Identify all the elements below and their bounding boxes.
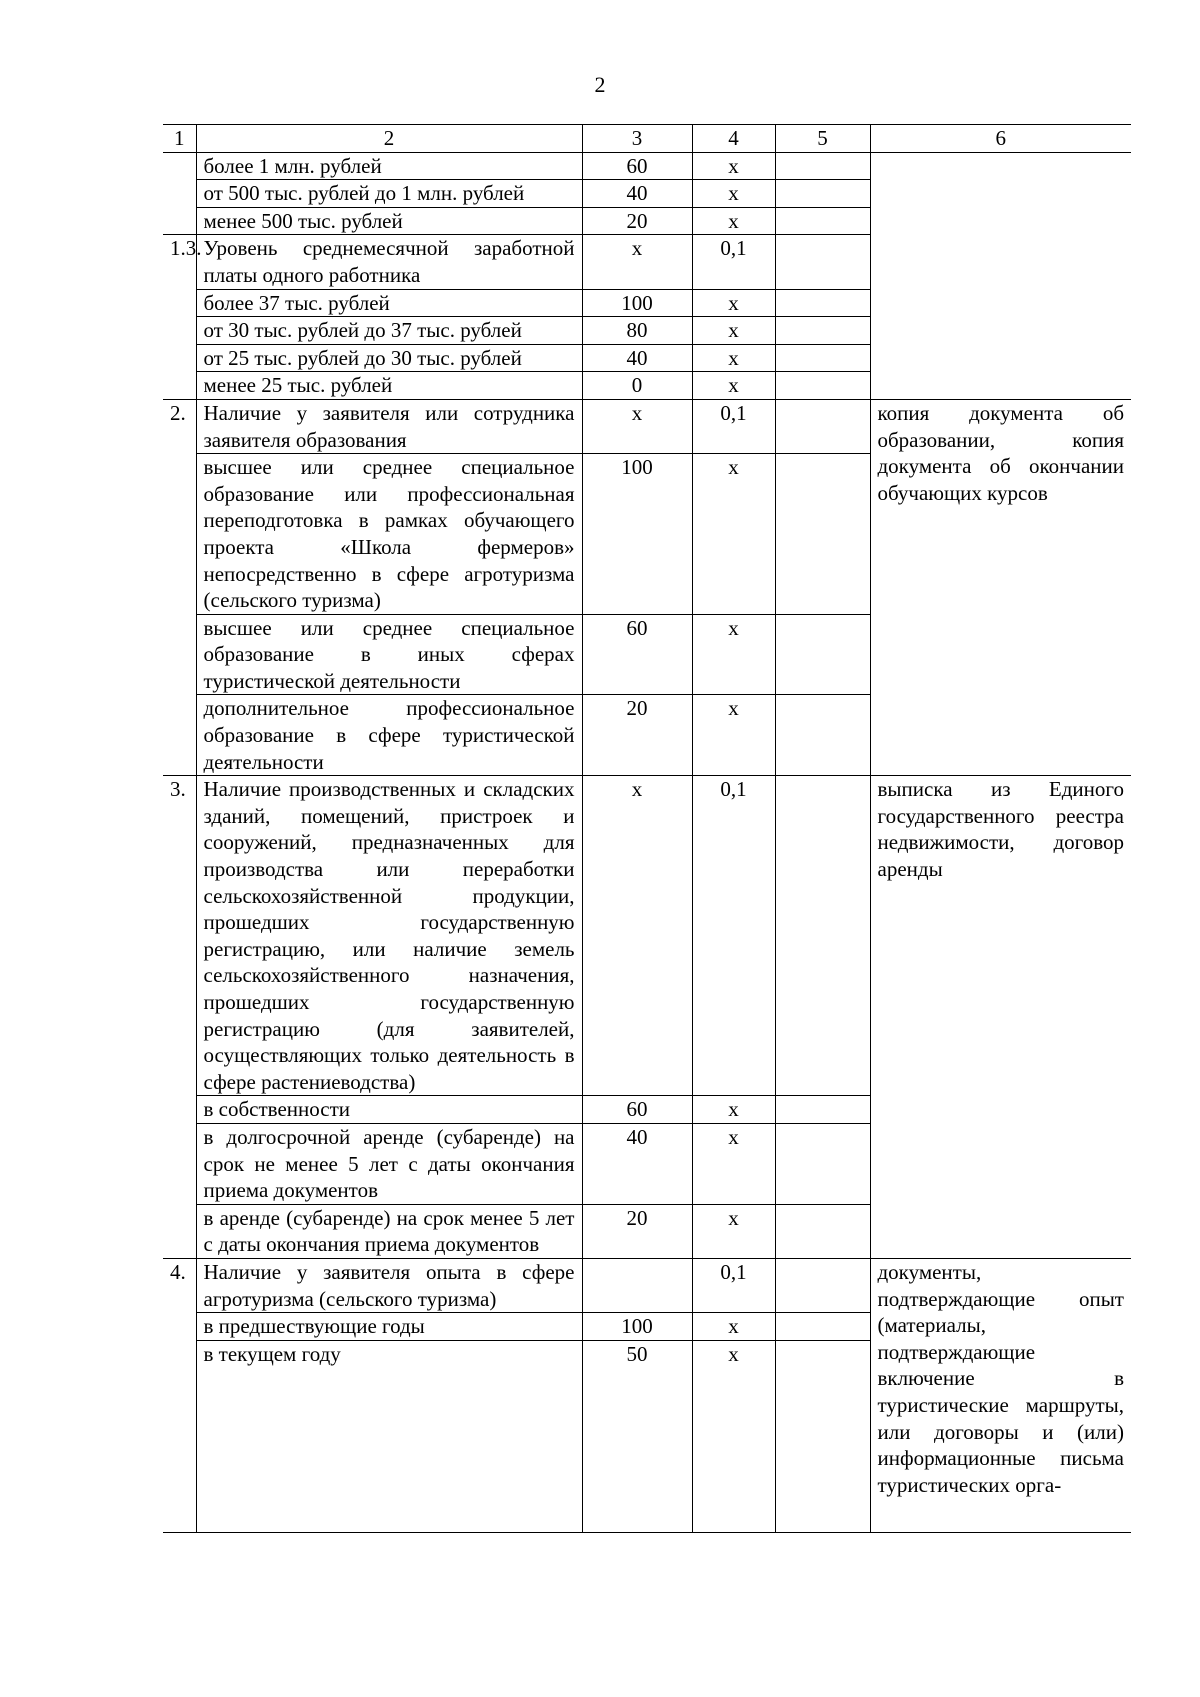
criterion-option: менее 500 тыс. рублей bbox=[196, 207, 582, 235]
documents-cell: выписка из Единого государственного реестра недвижимости, договор аренды bbox=[870, 776, 1131, 1259]
weight-cell: х bbox=[692, 1123, 775, 1204]
empty-cell bbox=[775, 1096, 870, 1124]
empty-cell bbox=[775, 1313, 870, 1341]
score-cell: 20 bbox=[582, 207, 692, 235]
empty-cell bbox=[775, 454, 870, 615]
weight-cell: х bbox=[692, 372, 775, 400]
score-cell: х bbox=[582, 776, 692, 1096]
weight-cell: х bbox=[692, 152, 775, 180]
criterion-option: дополнительное профессиональное образование в сфере туристической деятельности bbox=[196, 695, 582, 776]
score-cell: 100 bbox=[582, 1313, 692, 1341]
empty-cell bbox=[775, 399, 870, 453]
empty-cell bbox=[775, 1204, 870, 1258]
empty-cell bbox=[775, 207, 870, 235]
criterion-option: в долгосрочной аренде (субаренде) на срок не менее 5 лет с даты окончания приема документов bbox=[196, 1123, 582, 1204]
weight-cell: х bbox=[692, 695, 775, 776]
criterion-option: от 30 тыс. рублей до 37 тыс. рублей bbox=[196, 317, 582, 345]
empty-cell bbox=[775, 289, 870, 317]
page-number: 2 bbox=[594, 72, 606, 97]
score-cell: 60 bbox=[582, 614, 692, 695]
weight-cell: 0,1 bbox=[692, 1258, 775, 1312]
score-cell: 0 bbox=[582, 372, 692, 400]
criteria-table bbox=[163, 124, 1131, 1533]
table-row bbox=[163, 1258, 1131, 1312]
header-col-2: 2 bbox=[196, 125, 582, 153]
row-number: 2. bbox=[163, 399, 196, 775]
criterion-title: Уровень среднемесячной заработной платы одного работника bbox=[196, 235, 582, 289]
weight-cell: х bbox=[692, 614, 775, 695]
score-cell bbox=[582, 1258, 692, 1312]
criterion-option: высшее или среднее специальное образование или профессиональная переподготовка в рамках обучающего проекта «Школа фермеров» непосредственно в сфере агротуризма (сельского туризма) bbox=[196, 454, 582, 615]
criterion-option: от 500 тыс. рублей до 1 млн. рублей bbox=[196, 180, 582, 208]
criterion-option: более 37 тыс. рублей bbox=[196, 289, 582, 317]
score-cell: 40 bbox=[582, 344, 692, 372]
score-cell: х bbox=[582, 235, 692, 289]
weight-cell: 0,1 bbox=[692, 776, 775, 1096]
header-col-6: 6 bbox=[870, 125, 1131, 153]
criterion-option: менее 25 тыс. рублей bbox=[196, 372, 582, 400]
weight-cell: х bbox=[692, 289, 775, 317]
weight-cell: х bbox=[692, 317, 775, 345]
header-col-1: 1 bbox=[163, 125, 196, 153]
row-number: 3. bbox=[163, 776, 196, 1259]
documents-cell bbox=[870, 152, 1131, 399]
empty-cell bbox=[775, 1258, 870, 1312]
weight-cell: х bbox=[692, 454, 775, 615]
score-cell: 40 bbox=[582, 1123, 692, 1204]
weight-cell: х bbox=[692, 1340, 775, 1532]
score-cell: 60 bbox=[582, 152, 692, 180]
criterion-option: в предшествующие годы bbox=[196, 1313, 582, 1341]
empty-cell bbox=[775, 776, 870, 1096]
criterion-option: высшее или среднее специальное образование в иных сферах туристической деятельности bbox=[196, 614, 582, 695]
table-row bbox=[163, 399, 1131, 453]
score-cell: 20 bbox=[582, 1204, 692, 1258]
empty-cell bbox=[775, 1123, 870, 1204]
table-row bbox=[163, 152, 1131, 180]
empty-cell bbox=[775, 344, 870, 372]
criterion-title: Наличие у заявителя опыта в сфере агротуризма (сельского туризма) bbox=[196, 1258, 582, 1312]
empty-cell bbox=[775, 1340, 870, 1532]
header-col-5: 5 bbox=[775, 125, 870, 153]
weight-cell: х bbox=[692, 344, 775, 372]
score-cell: 40 bbox=[582, 180, 692, 208]
empty-cell bbox=[775, 152, 870, 180]
weight-cell: х bbox=[692, 1204, 775, 1258]
score-cell: 100 bbox=[582, 454, 692, 615]
weight-cell: х bbox=[692, 207, 775, 235]
weight-cell: х bbox=[692, 180, 775, 208]
weight-cell: х bbox=[692, 1313, 775, 1341]
empty-cell bbox=[775, 317, 870, 345]
criterion-title: Наличие у заявителя или сотрудника заявителя образования bbox=[196, 399, 582, 453]
empty-cell bbox=[775, 614, 870, 695]
criterion-option: в текущем году bbox=[196, 1340, 582, 1532]
empty-cell bbox=[775, 235, 870, 289]
weight-cell: 0,1 bbox=[692, 235, 775, 289]
score-cell: 100 bbox=[582, 289, 692, 317]
documents-cell: документы, подтверждающие опыт (материалы, подтверждающие включение в туристические маршруты, или договоры и (или) информационные письма туристических орга- bbox=[870, 1258, 1131, 1532]
score-cell: 20 bbox=[582, 695, 692, 776]
weight-cell: х bbox=[692, 1096, 775, 1124]
empty-cell bbox=[775, 180, 870, 208]
score-cell: 60 bbox=[582, 1096, 692, 1124]
empty-cell bbox=[775, 695, 870, 776]
header-col-3: 3 bbox=[582, 125, 692, 153]
score-cell: х bbox=[582, 399, 692, 453]
table-row bbox=[163, 776, 1131, 1096]
table-header-row bbox=[163, 125, 1131, 153]
row-number: 4. bbox=[163, 1258, 196, 1532]
criterion-option: от 25 тыс. рублей до 30 тыс. рублей bbox=[196, 344, 582, 372]
criterion-option: в собственности bbox=[196, 1096, 582, 1124]
header-col-4: 4 bbox=[692, 125, 775, 153]
row-number bbox=[163, 152, 196, 235]
row-number: 1.3. bbox=[163, 235, 196, 400]
weight-cell: 0,1 bbox=[692, 399, 775, 453]
score-cell: 80 bbox=[582, 317, 692, 345]
criterion-option: в аренде (субаренде) на срок менее 5 лет с даты окончания приема документов bbox=[196, 1204, 582, 1258]
score-cell: 50 bbox=[582, 1340, 692, 1532]
criterion-option: более 1 млн. рублей bbox=[196, 152, 582, 180]
criterion-title: Наличие производственных и складских зданий, помещений, пристроек и сооружений, предназначенных для производства или переработки сельскохозяйственной продукции, прошедших государственную регистрацию, или наличие земель сельскохозяйственного назначения, прошедших государственную регистрацию (для заявителей, осуществляющих только деятельность в сфере растениеводства) bbox=[196, 776, 582, 1096]
documents-cell: копия документа об образовании, копия документа об окончании обучающих курсов bbox=[870, 399, 1131, 775]
empty-cell bbox=[775, 372, 870, 400]
